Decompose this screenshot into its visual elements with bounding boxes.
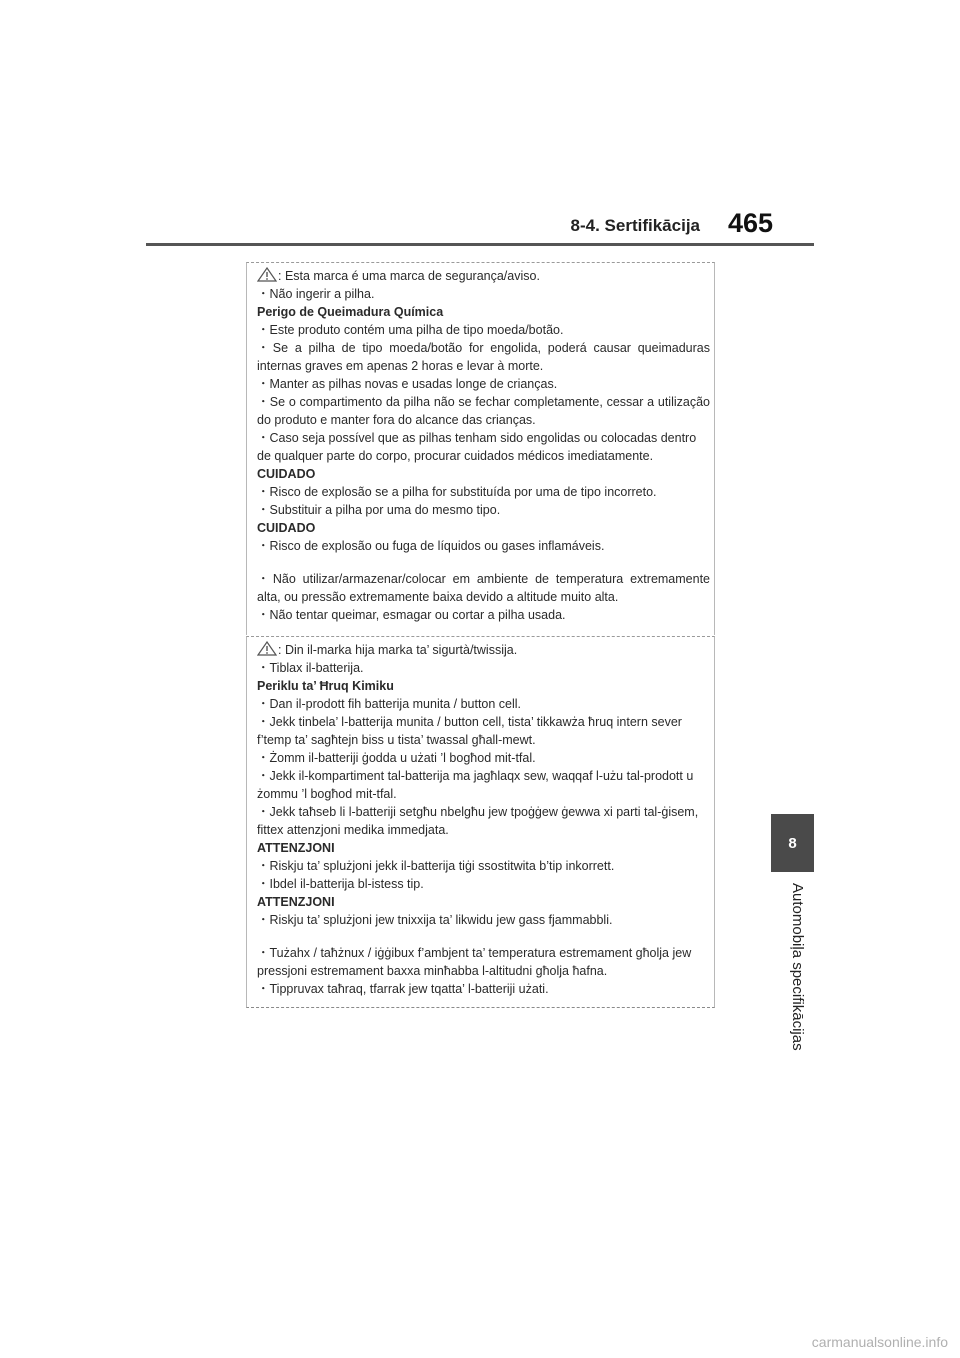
warning-line [257, 267, 710, 285]
page-number: 465 [728, 208, 774, 238]
text-line: ・Se o compartimento da pilha não se fechar completamente, cessar a utilização do produto e manter fora do alcance das crianças. [257, 395, 710, 427]
text-line: ・Jekk tinbela’ l-batterija munita / button cell, tista’ tikkawża ħruq intern sever f’temp ta’ sagħtejn biss u tista’ twassal għall-mewt. [257, 715, 682, 747]
text-line: ・Tużahx / taħżnux / iġġibux f’ambjent ta’ temperatura estremament għolja jew pressjoni estremament baxxa minħabba l-altitudni għolja ħafna. [257, 946, 692, 978]
heading: Periklu ta’ Ħruq Kimiku [257, 679, 394, 693]
text-line: ・Risco de explosão ou fuga de líquidos ou gases inflamáveis. [257, 539, 605, 553]
section-title: 8-4. Sertifikācija [570, 216, 700, 235]
warning-text: : Din il-marka hija marka ta’ sigurtà/twissija. [278, 643, 518, 657]
chapter-tab[interactable] [771, 814, 814, 872]
text-line: ・Não tentar queimar, esmagar ou cortar a pilha usada. [257, 608, 566, 622]
chapter-label: Automobiļa specifikācijas [789, 883, 806, 1051]
text-line: ・Não ingerir a pilha. [257, 287, 375, 301]
warning-line [257, 641, 710, 659]
heading: ATTENZJONI [257, 895, 335, 909]
text-line: ・Ibdel il-batterija bl-istess tip. [257, 877, 424, 891]
warning-text: : Esta marca é uma marca de segurança/aviso. [278, 269, 540, 283]
text-line: ・Se a pilha de tipo moeda/botão for engolida, poderá causar queimaduras internas graves em apenas 2 horas e levar à morte. [257, 341, 710, 373]
text-line: ・Este produto contém uma pilha de tipo moeda/botão. [257, 323, 564, 337]
text-line: ・Tippruvax taħraq, tfarrak jew tqatta’ l-batteriji użati. [257, 982, 549, 996]
text-line: ・Dan il-prodott fih batterija munita / button cell. [257, 697, 522, 711]
text-line: ・Substituir a pilha por uma do mesmo tipo. [257, 503, 501, 517]
heading: CUIDADO [257, 467, 316, 481]
notice-portuguese [246, 262, 715, 635]
heading: Perigo de Queimadura Química [257, 305, 444, 319]
text-line: ・Manter as pilhas novas e usadas longe de crianças. [257, 377, 558, 391]
text-line: ・Żomm il-batteriji ġodda u użati ’l bogħod mit-tfal. [257, 751, 536, 765]
text-line: ・Tiblax il-batterija. [257, 661, 364, 675]
watermark: carmanualsonline.info [811, 1334, 948, 1350]
header-rule [146, 243, 814, 246]
text-line: ・Riskju ta’ splużjoni jew tnixxija ta’ likwidu jew gass fjammabbli. [257, 913, 613, 927]
warning-triangle-icon [257, 267, 277, 282]
text-line: ・Não utilizar/armazenar/colocar em ambiente de temperatura extremamente alta, ou pressão extremamente baixa devido a altitude muito alta. [257, 572, 710, 604]
text-line: ・Jekk taħseb li l-batteriji setgħu nbelgħu jew tpoġġew ġewwa xi parti tal-ġisem, fittex attenzjoni medika immedjata. [257, 805, 699, 837]
heading: ATTENZJONI [257, 841, 335, 855]
notice-maltese [246, 636, 715, 1008]
text-line: ・Jekk il-kompartiment tal-batterija ma jagħlaqx sew, waqqaf l-użu tal-prodott u żommu ’l bogħod mit-tfal. [257, 769, 694, 801]
chapter-number: 8 [788, 834, 797, 852]
text-line: ・Risco de explosão se a pilha for substituída por uma de tipo incorreto. [257, 485, 657, 499]
text-line: ・Riskju ta’ splużjoni jekk il-batterija tiġi ssostitwita b’tip inkorrett. [257, 859, 615, 873]
warning-triangle-icon [257, 641, 277, 656]
heading: CUIDADO [257, 521, 316, 535]
text-line: ・Caso seja possível que as pilhas tenham sido engolidas ou colocadas dentro de qualquer parte do corpo, procurar cuidados médicos imediatamente. [257, 431, 697, 463]
